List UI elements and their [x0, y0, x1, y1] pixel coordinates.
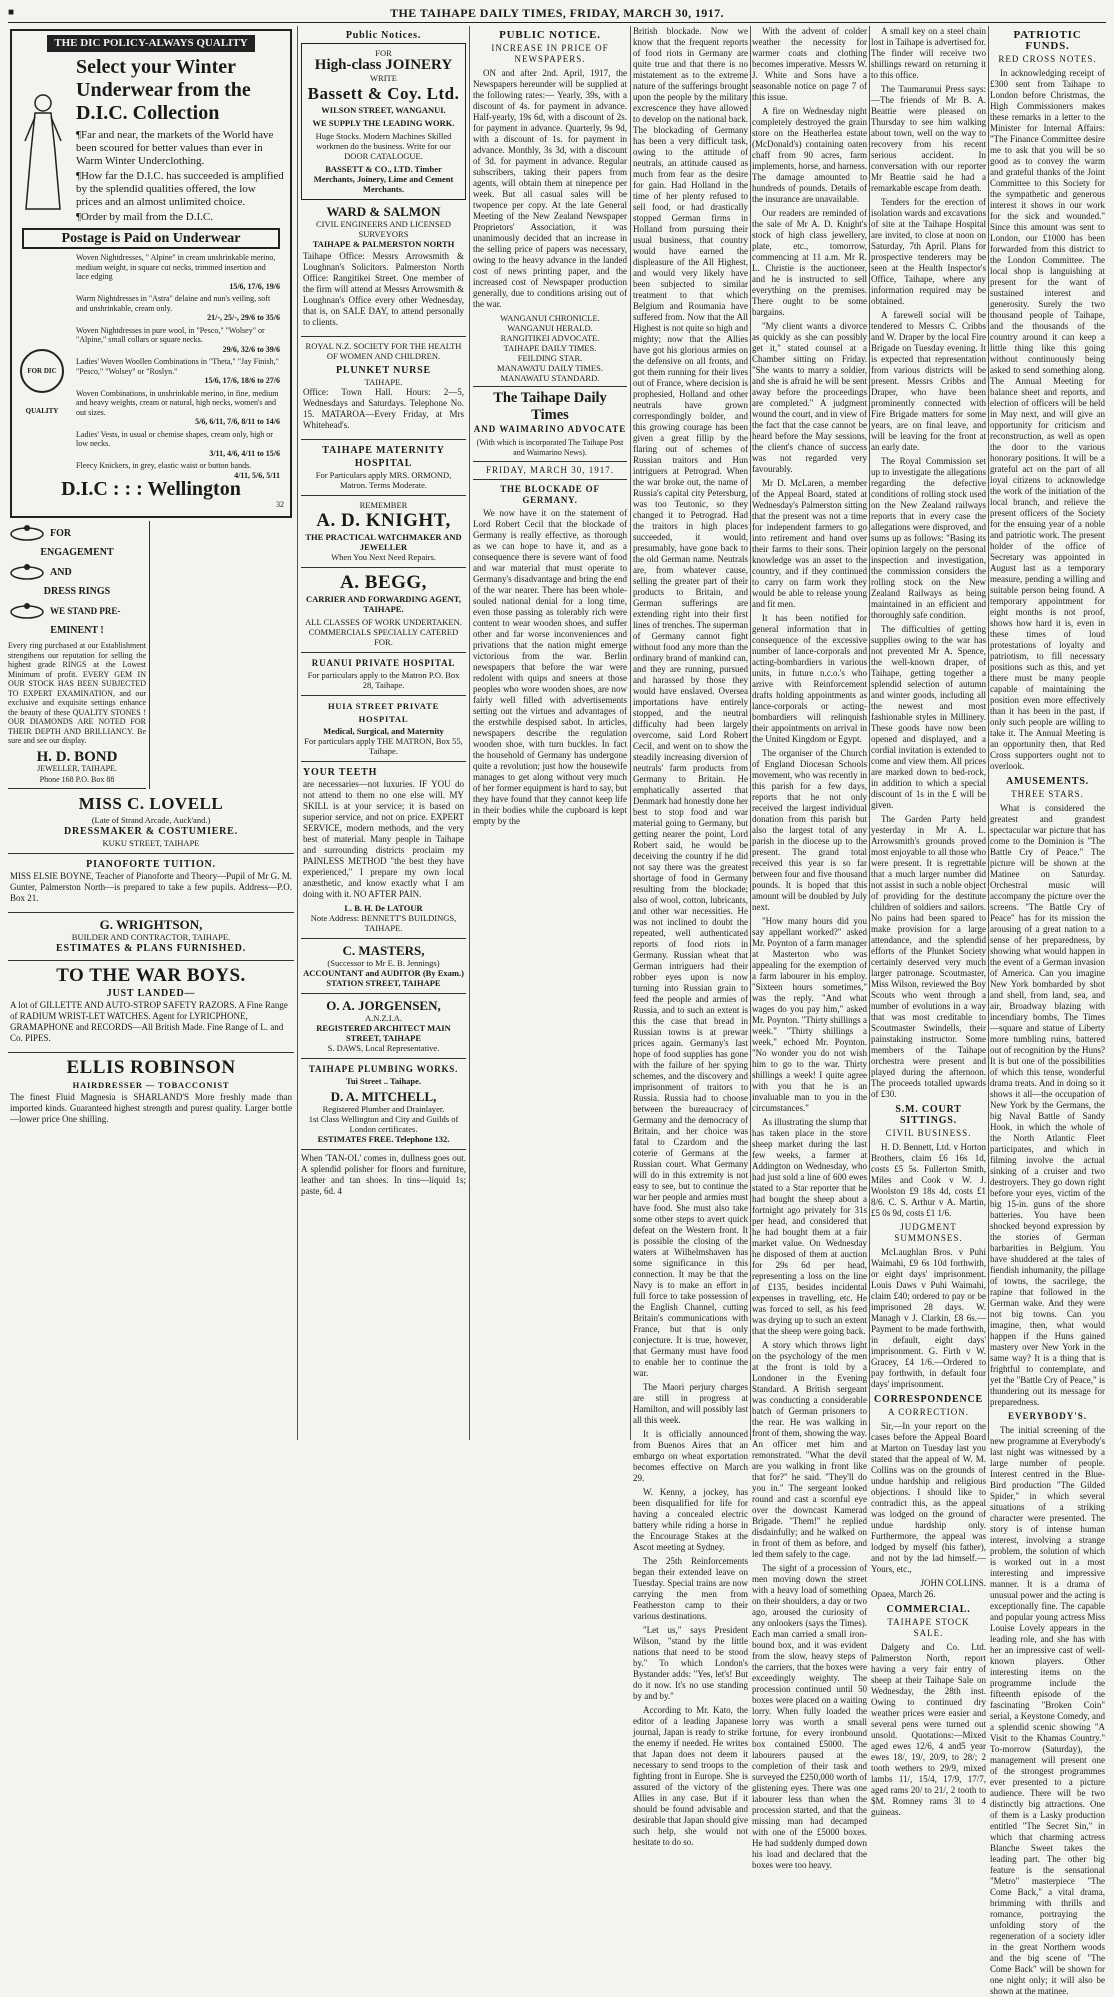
page-mark: ■ — [8, 7, 15, 18]
masters-advertisement: C. MASTERS, (Successor to Mr E. B. Jennings) ACCOUNTANT and AUDITOR (By Exam.) STATION STREET, TAIHAPE — [301, 939, 466, 994]
masthead — [8, 6, 1106, 23]
bond-advertisement: FOR ENGAGEMENT AND DRESS RINGS WE STAND PRE- EMINENT ! Every ring purchased at our Establishment strengthens our reputation for selling the highest grade RINGS at the Lowest Minimum of profit. EVERY GEM IN OUR STOCK HAS BEEN SUBJECTED TO EXPERT EXAMINATION, and our exclusive and exquisite settings enhance the beauty of these QUALITY STONES ! OUR DIAMONDS ARE NOTED FOR THEIR DEPTH AND BRILLIANCY. Be sure and see our display. H. D. BOND JEWELLER, TAIHAPE. Phone 168 P.O. Box 88 — [8, 521, 150, 789]
news-paragraph: Our readers are reminded of the sale of Mr A. D. Knight's stock of high class jewellery, plate, etc., tomorrow, commencing at 11 a.m. Mr R. L. Christie is the auctioneer, and he is instructed to sell everything on the premises. There ought to be some bargains. — [752, 208, 867, 317]
article-paragraph: W. Kenny, a jockey, has been disqualified for life for having a concealed electric battery while riding a horse in the Encourage Stakes at the Ascot meeting at Sydney. — [633, 1487, 748, 1552]
bond-line: ENGAGEMENT — [40, 547, 114, 558]
lovell-advertisement: MISS C. LOVELL (Late of Strand Arcade, Auck'and.) DRESSMAKER & COSTUMIERE. KUKU STREET, TAIHAPE — [8, 789, 294, 854]
patriotic-funds-heading: PATRIOTIC FUNDS. — [1013, 29, 1082, 52]
column-rule — [297, 26, 298, 1440]
column-2 — [301, 26, 466, 1442]
amusements-heading: AMUSEMENTS. — [1006, 776, 1089, 787]
red-cross-subhead: RED CROSS NOTES. — [998, 54, 1097, 64]
dic-advertisement — [10, 29, 292, 518]
court-body: H. D. Bennett, Ltd. v Horton Brothers, claim £6 16s 1d, costs £5 5s. Fullerton Smith, Miles and Cook v W. J. Woolston £9 18s 4d, costs £1 8/6. C. S. Arthur v A. Martin, £5 0s 9d, costs £1 1/6. — [871, 1142, 986, 1218]
everybodys-heading: EVERYBODY'S. — [1008, 1411, 1087, 1421]
news-paragraph: The sight of a procession of men moving down the street with a heavy load of something on their shoulders, a day or two ago, aroused the curiosity of any onlookers (says the Times). Each man carried a small iron-bound box, and it was evident from the slow, heavy steps of the carriers, that the boxes were exceedingly weighty. The procession continued until 50 boxes were placed on a waiting lorry. When fully loaded the lorry was worth a small fortune, for every ironbound box contained £5000. The labourers paused at the completion of their task and surveyed the £250,000 worth of glistening eyes. There was one labourer less than when the procession started, and that the missing man had decamped with one of the £5000 boxes. He had suddenly dumped down his load and declared that the boxes were too heavy. — [752, 1563, 867, 1870]
news-paragraph: The Taumarunui Press says:—The friends of Mr B. A. Beattie were pleased on Thursday to see him walking about town, well on the way to recovery from his recent serious accident. In conversation with our reporter Mr Beattie said he had a remarkable escape from death. — [871, 84, 986, 193]
price-item: Warm Nightdresses in "Astra" delaine and nun's veiling, soft and unshrinkable, cream only. 21/-, 25/-, 29/6 to 35/6 — [76, 294, 280, 322]
everybodys-body: The initial screening of the new programme at Everybody's last night was witnessed by a large number of people. Interest centred in the Blue-Bird production "The Gilded Spider," in which several situations of a striking character were presented. The story is of intense human interest, involving a strange problem, the solution of which is worked out in a most interesting and impressive manner. It is a drama of unusual power and the acting is exceptionally fine. The capable and popular young actress Miss Louise Lovely appears in the leading role, and she has with her an impressive cast of well-known players. Other interesting items on the programme include the fifteenth episode of the fascinating "Broken Coin" serial, a Keystone Comedy, and a splendid scenic showing "A Visit to the Khamas Country." To-morrow (Saturday), the management will present one of the strongest programmes ever presented to a picture audience. There will be two distinctly big attractions. One of them is a Lasky production entitled "The Secret Sin," in which that charming actress Blanche Sweet takes the leading part. The other big feature is the sensational "Metro" masterpiece "The Come Back," a vital drama, brimming with thrills and romance, portraying the unfolding story of the regeneration of a society idler in the great Northern woods and the big scene of "The Come Back" will be shown for one night only; it will also be shown at the matinee. — [990, 1425, 1105, 1996]
price-item: Ladies' Vests, in usual or chemise shapes, cream only, high or low necks. 3/11, 4/6, 4/11 to 15/6 — [76, 429, 280, 458]
column-6 — [871, 26, 986, 1817]
maternity-advertisement: TAIHAPE MATERNITY HOSPITAL For Particulars apply MRS. ORMOND, Matron. Terms Moderate. — [301, 440, 466, 496]
dic-headline: Select your Winter Underwear from the D.I.C. Collection — [76, 56, 251, 124]
news-paragraph: Mr D. McLaren, a member of the Appeal Board, stated at Wednesday's Palmerston sitting that the present was not a time for independent farmers to go into retirement and hand over their farms to their sons. Their knowledge was an asset to the country, and if they continued to carry on farm work they would be able to release young and fit men. — [752, 478, 867, 609]
news-paragraph: "My client wants a divorce as quickly as she can possibly get it," stated counsel at a Chamber sitting on Friday. "She wants to marry a soldier, and she is afraid he will be sent away before the proceedings are completed." A judgment wound the court, and in view of the fact that the case cannot be heard before the May sessions, the client's chance of success was not regarded very favourably. — [752, 321, 867, 474]
judgment-heading: JUDGMENT SUMMONSES. — [894, 1222, 963, 1243]
plumbing-advertisement: TAIHAPE PLUMBING WORKS. Tui Street .. Taihape. D. A. MITCHELL, Registered Plumber and Drainlayer. 1st Class Wellington and City and Guilds of London certificates. ESTIMATES FREE. Telephone 132. — [301, 1059, 466, 1150]
ruanui-advertisement: RUANUI PRIVATE HOSPITAL For particulars apply to the Matron P.O. Box 28, Taihape. — [301, 653, 466, 696]
news-paragraph: Tenders for the erection of isolation wards and excavations of site at the Taihape Hospital are invited, to close at noon on Saturday, 7th April. Plans for prospective tenderers may be seen at the Health Inspector's Office, Taihape, where any information required may be obtained. — [871, 197, 986, 306]
article-paragraph: British blockade. Now we know that the frequent reports of food riots in Germany are quite true and that there is no mistatement as to the extreme nature of the sufferings brought upon the people by the military excrescence they have allowed to develop on the national back. The blockading of Germany has been a very difficult task, owing to the attitude of neutrals, an attitude caused as much from fear as the desire for gain. Had Holland in the time of her plenty refused to sell food, or had drastically stopped German firms in Holland from pursuing their usual business, that country would have earned the displeasure of the All Highest, and would very likely have been subjected to similar treatment to that which Belgium and Roumania have suffered from. Now that the All Highest is not quite so high and mighty; now that the Allies have got his glorious armies on the defensive on all fronts, and got them running for their lives out of France, where decision is prophesied, Holland and other neutrals have grown correspondingly bolder, and this growing courage has been given a great fillip by the flaring out of schemes of Russian traitors and Hun intriguers at Petrograd. When the war broke out, the name of Russia's capital city Petersburg, was too Teutonic, so they changed it to Petrograd. Had the traitors in high places succeeded, it would, presumably, have gone back to the old German name. Neutrals are, from whatever cause, selling the greater part of their products to Britain, and German sufferings are extending right into their first lines of trenches. The superman of Germany cannot fight without food any more than the ordinary brand of mankind can, and they are running, pursued and harassed by those they would have enslaved. Oversea importations have entirely stopped, and the neutral difficulty had been largely overcome, said Lord Robert Cecil, and went on to show the steadily increasing diversion of neutrals' farm products from Germany to Britain. He emphatically asserted that Denmark had honestly done her best to stop food and war material going to Germany, but getting nearer the point, Lord Robert said, he would be deceiving the country if he did not say there was the greatest shortage of food in Germany resulting from the blockade; also of wool, cotton, lubricants, and other war necessities. He was not inclined to doubt the repeated, well authenticated reports of food riots in Germany. Russian wheat that German intriguers had their robber eyes upon is now turning into Russian grain to feed the people and armies of Russia, and to such an extent is this the case that bread in Russian towns is at prewar prices again. Germany's last hope of food supplies has gone with the failure of her spying schemes, and the discovery and imprisonment of traitors to Russia. Russia had to choose between the bureaucracy of Germany and the democracy of Britain, and her choice was fatal to Czardom and the coterie of Germans at the Russian court. What Germany will do in this extremity is not easy to see, but to continue the war her people and armies must have food. She must also take some other steps to avert quick defeat on the Western front. It is possible the closing of the waters at Wilhelmshaven has some significance in this connection. It may be that the Navy is to make an effort in full force to take possession of the English Channel, cutting Britain's communications with France, but that is only conjecture. It is true, however, that Germany must have food to enable her to continue the war. — [633, 26, 748, 1378]
dic-footer: D.I.C : : : Wellington — [61, 478, 241, 500]
begg-advertisement: A. BEGG, CARRIER AND FORWARDING AGENT, TAIHAPE. ALL CLASSES OF WORK UNDERTAKEN. COMMERCIALS SPECIALLY CATERED FOR. — [301, 568, 466, 653]
correspondence-body: Sir,—In your report on the cases before the Appeal Board at Marton on Tuesday last you stated that the appeal of W. M. Collins was on the grounds of undue hardship and religious objections. I should like to contradict this, as the appeal was lodged on the ground of undue hardship only. Furthermore, the appeal was lodged by myself (his father), and not by the lad himself.—Yours, etc., — [871, 1421, 986, 1574]
dic-paragraph: ¶Far and near, the markets of the World have been scoured for better values than ever in Warm Winter Underclothing. — [76, 129, 274, 167]
blockade-heading: THE BLOCKADE OF GERMANY. — [500, 484, 600, 505]
jorgensen-advertisement: O. A. JORGENSEN, A.N.Z.I.A. REGISTERED ARCHITECT MAIN STREET, TAIHAPE S. DAWS, Local Representative. — [301, 994, 466, 1059]
column-rule — [469, 26, 470, 1440]
news-paragraph: A fire on Wednesday night completely destroyed the grain store on the Heatherlea estate (McDonald's) containing oaten chaff from 90 acres, farm implements, horse, and harness. The damage amounted to hundreds of pounds. Details of the insurance are unavailable. — [752, 106, 867, 204]
lady-figure-illustration — [22, 91, 64, 211]
article-paragraph: "Let us," says President Wilson, "stand by the little nations that need to be stood by." To which London's Bystander adds: "Yes, let's! But do it now. It's no use standing by and by." — [633, 1625, 748, 1701]
plunket-advertisement: ROYAL N.Z. SOCIETY FOR THE HEALTH OF WOMEN AND CHILDREN. PLUNKET NURSE TAIHAPE. Office: Town Hall. Hours: 2—5, Wednesdays and Saturdays. Telephone No. 15. MATAROA—Every Friday, at Mrs Whitehead's. — [301, 337, 466, 440]
public-notice-heading: PUBLIC NOTICE. — [499, 29, 601, 41]
public-notices-heading: Public Notices. — [345, 30, 422, 41]
news-paragraph: The Royal Commission set up to investigate the allegations regarding the defective conditions of rolling stock used on the New Zealand railways reports that in every case the allegations were disproved, and sums up as follows: "Basing its opinion largely on the personal inspection and investigation, the commission considers the rolling stock on the New Zealand Railways as being maintained in an efficient and thoroughly safe condition. — [871, 456, 986, 620]
bond-line: EMINENT ! — [50, 625, 104, 636]
news-paragraph: A story which throws light on the psychology of the men at the front is told by a Londoner in the Evening Standard. A British sergeant was conducting a considerable batch of German prisoners to the rear. He was walking in front of them, showing the way. An officer met him and remonstrated. "What the devil are you walking in front like that for?" he said. "They'll do you in." The sergeant looked round and cast a scornful eye over the downcast Kamerad Brigade. "Them!" he replied disdainfully; and he walked on in front of them as before, and led them safely to the cage. — [752, 1340, 867, 1559]
bond-body: Every ring purchased at our Establishment strengthens our reputation for selling the highest grade RINGS at the Lowest Minimum of profit. EVERY GEM IN OUR STOCK HAS BEEN SUBJECTED TO EXPERT EXAMINATION, and our exclusive and exquisite settings enhance the beauty of these QUALITY STONES ! OUR DIAMONDS ARE NOTED FOR THEIR DEPTH AND BRILLIANCY. Be sure and see our display. — [8, 641, 146, 745]
ad-code: 32 — [276, 500, 284, 509]
article-paragraph: The 25th Reinforcements began their extended leave on Tuesday. Special trains are now carrying the men from Featherston camp to their various destinations. — [633, 1556, 748, 1621]
wrightson-advertisement: G. WRIGHTSON, BUILDER AND CONTRACTOR, TAIHAPE. ESTIMATES & PLANS FURNISHED. — [8, 913, 294, 961]
knight-advertisement: REMEMBER A. D. KNIGHT, THE PRACTICAL WATCHMAKER AND JEWELLER When You Next Need Repairs. — [301, 496, 466, 568]
bond-trade: JEWELLER, TAIHAPE. — [37, 763, 117, 773]
correspondence-heading: CORRESPONDENCE — [874, 1394, 983, 1405]
amusements-body: What is considered the greatest and grandest spectacular war picture that has come to the Dominion is "The Battle Cry of Peace." The picture will be shown at the Matinee on Saturday. Orchestral music will accompany the picture over the screens. "The Battle Cry of Peace" has for its mission the arousing of a great nation to a sense of her preparedness, by showing what would happen in the event of a German invasion of America. Can you imagine New York bombarded by shot and shell, from land, sea, and air, Broadway blazing with incendiary bombs, The Times—square and statue of Liberty more tumbling ruins, battered out of recognition by the Huns? It is but one of the possibilities of which this tense, wonderful drama treats. And in doing so it shows it all—the occupation of New York by the Germans, the big Naval Battle of Sandy Hook, in which the whole of the North Atlantic Fleet participates, and which in filming involve the actual sinking of a cruiser and two destroyers. They go down right before your eyes, victim of the big 15-in. guns of the shore batteries. You have been shocked beyond expression by the stories of German barbarities in Belgium. You have shuddered at the tales of fiendish inhumanity, the pillage of towns, the sacrilege, the rapine that followed in the German wake. And they were not big towns. Can you imagine, then, what would happen if the Huns gained mastery over New York in the same way? It is a thing that is frightful to contemplate, and yet the "Battle Cry of Peace," is thundering out its message for preparedness. — [990, 803, 1105, 1407]
bond-line: DRESS RINGS — [43, 586, 111, 597]
three-stars-subhead: THREE STARS. — [1011, 789, 1084, 799]
ring-icon — [8, 524, 46, 542]
war-boys-advertisement: TO THE WAR BOYS. JUST LANDED— A lot of GILLETTE AND AUTO-STROP SAFETY RAZORS. A Fine Range of RADIUM WRIST-LET WATCHES. Agent for LYRICPHONE, GRAMAPHONE and RECORDS—All British Made. Fine Range of L. and Co. PIPES. — [8, 961, 294, 1053]
price-item: Woven Combinations, in unshrinkable merino, in fine, medium and heavy weights, cream or natural, high necks, women's and out sizes. 5/6, 6/11, 7/6, 8/11 to 14/6 — [76, 388, 280, 426]
civil-business-subhead: CIVIL BUSINESS. — [885, 1128, 972, 1138]
news-paragraph: The difficulties of getting supplies owing to the war has not prevented Mr A. Spence, the well-known draper, of Taihape, getting together a splendid selection of autumn and winter goods, including all the newest and most fashionable styles in Millinery. These goods have now been opened and displayed, and a cordial invitation is extended to come and view them. All prices are marked down to bed-rock, in addition to which a special discount of 1s in the £ will be given. — [871, 624, 986, 810]
column-rule — [630, 26, 631, 1440]
stock-sale-subhead: TAIHAPE STOCK SALE. — [887, 1617, 970, 1638]
huia-advertisement: HUIA STREET PRIVATE HOSPITAL Medical, Surgical, and Maternity For particulars apply THE MATRON, Box 55, Taihape. — [301, 696, 466, 762]
price-item: Woven Nightdresses in pure wool, in "Pesco," "Wolsey" or "Alpine," small collars or square necks. 29/6, 32/6 to 39/6 — [76, 325, 280, 354]
news-paragraph: "How many hours did you say appellant worked?" asked Mr. Poynton of a farm manager at Masterton who was appealing for the exemption of a farm labourer in his employ. "Sixteen hours sometimes," was the reply. "And what wages do you pay him," asked Mr. Poynton. "Thirty shillings a week." "Thirty shillings a week," echoed Mr. Poynton. "No wonder you do not wish him to go to the war. Thirty shillings a week! I quite agree with you that he is an invaluable man to you in the circumstances." — [752, 916, 867, 1113]
blockade-body: We now have it on the statement of Lord Robert Cecil that the blockade of Germany is really effective, as thorough as we can hope to have it, and as a consequence there is severe want of food and war material that must operate to Germany's disadvantage and bring the end of the war nearer. There has been whole-souled national denial for a long time, even those passing as tolerably rich were content to wear wooden shoes, and suffer other and far worse inconveniences and privations that the nation might emerge victorious from the war. Berlin newspapers that before the war were redolent with quips and sneers at those peoples who wore wooden shoes, are now fairly well filled with advertisements setting out the virtues and advantages of the erstwhile despised sabot. In articles, newspapers describe the regulation wooden shoe, with turn buckles. In fact the household of Germany has undergone quite a revolution; just how the housewife manages to get along without very much of her former equipment is hard to say, but they have found that they cannot keep life in their bodies while the cupboard is kept empty by the — [473, 508, 627, 826]
dentist-advertisement: YOUR TEETH are necessaries—not luxuries. IF YOU do not attend to them no one else will. MY SKILL is at your service; it is based on superior service, and not on price. EXPERT SERVICE, modern methods, and the very best of material. Many people in Taihape and surrounding districts proclaim my PAINLESS METHOD "the best they have experienced," I prepare my own local anæsthetic, and know exactly what I am doing with it. NO AFTER PAIN. L. B. H. De LATOUR Note Address: BENNETT'S BUILDINGS, TAIHAPE. — [301, 762, 466, 939]
piano-advertisement: PIANOFORTE TUITION. MISS ELSIE BOYNE, Teacher of Pianoforte and Theory—Pupil of Mr G. M. Gunter, Palmerston North—is prepared to take a few pupils. Address—P.O. Box 21. — [8, 854, 294, 913]
column-rule — [988, 26, 989, 1440]
article-paragraph: It is officially announced from Buenos Aires that an embargo on wheat exportation becomes effective on March 29. — [633, 1429, 748, 1483]
dic-paragraph: ¶Order by mail from the D.I.C. — [76, 211, 213, 223]
column-rule — [750, 26, 751, 1440]
public-notice-body: ON and after 2nd. April, 1917, the Newspapers hereunder will be supplied at the following rates:— Yearly, 39s, with a discount of 4s. for payment in advance. Half-yearly, 19s 6d, with a discount of 2s. for payment in advance. Quarterly, 9s 9d, with a discount of 1s. for payment in advance. Monthly, 3s 3d, with a discount of 3d. for payment in advance. Regular subscribers, taking their papers from agents, will obtain them at ninepence per week. But all casual sales will be twopence per copy. At the late General Meeting of the New Zealand Newspaper Proprietors' Association, it was unanimously decided that an increase in the selling price of papers was necessary, owing to the heavy advance in the landed cost of news printing paper, and the increased cost of Newspaper production generally, due to conditions arising out of the war. — [473, 68, 627, 309]
correspondence-date: Opaea, March 26. — [871, 1589, 936, 1599]
news-paragraph: A small key on a steel chain lost in Taihape is advertised for. The finder will receive two shillings reward on returning it to this office. — [871, 26, 986, 80]
bond-phone: Phone 168 P.O. Box 88 — [8, 774, 146, 789]
news-paragraph: The organiser of the Church of England Diocesan Schools movement, who was recently in this parish for a few days, reports that he not only received the largest individual donation from this parish but also the largest total of any parish in the diocese up to the present. The grand total received this year is so far between four and five thousand pounds. It is hoped that this amount will be doubled by July next. — [752, 748, 867, 912]
column-3 — [473, 26, 627, 1442]
article-paragraph: According to Mr. Kato, the editor of a leading Japanese journal, Japan is ready to strike the enemy if needed. He writes that Japan does not deem it necessary to send troops to the fighting front in Europe. She is assured of the victory of the Allies in any case. But if it should be found advisable and desirable that Japan should give such help, she would not hesitate to do so. — [633, 1705, 748, 1847]
price-item: Woven Nightdresses, " Alpine" in cream unshrinkable merino, medium weight, in square cut necks, trimmed insertion and lace edging 15/6, 17/6, 19/6 — [76, 253, 280, 291]
patriotic-funds-body: In acknowledging receipt of £300 sent from Taihape to London before Christmas, the High Commissioners makes these remarks in a letter to the Minister for Internal Affairs: "The Finance Committee desire me to ask that you will be so good as to convey the warm and grateful thanks of the Joint Committee to this Society for the sympathetic and generous interest it shows in our work for the sick and wounded." Since this amount was sent to London, our £1000 has been forwarded from this district to the London Committee. The local shop is languishing at present for the want of sustained interest and generosity. Surely the two thousand people of Taihape, and the thousands of the country around it can keep a little thing like this going without continuously being asked to send something along. The Annual Meeting for balance sheet and reports, and election of officers will be held in May next, and will give an opportunity for criticism and reconstruction, as well as open the door to the various honorary positions. It will be a grateful act on the part of all loyal citizens to acknowledge the work of the initiation of the local branch, and relieve the present officers of the Society for the ensuing year of a noble and patriotic work. The present holder of the office of Secretary was appointed in August last as a temporary measure, pending a willing and suitable person being found. A temporary appointment for eight months is not proof, shows how hard it is, even in these times of loud protestations of loyalty and patriotism, to fill necessary positions such as this, and yet there must be many people capable of maintaining the position even more effectively than it has been in the past, if only such people are willing to take it. The Annual Meeting is an opportunity then, that Red Cross supporters ought not to overlook. — [990, 68, 1105, 771]
ellis-advertisement: ELLIS ROBINSON HAIRDRESSER — TOBACCONIST The finest Fluid Magnesia is SHARLAND'S More freshly made than imported kinds. Guaranteed highest strength and purest quality. Larger bottle—lower price One shilling. — [10, 1056, 292, 1124]
court-heading: S.M. COURT SITTINGS. — [895, 1104, 962, 1126]
column-4 — [633, 26, 748, 1847]
column-5-visible — [752, 26, 867, 1870]
public-notice-subhead: INCREASE IN PRICE OF NEWSPAPERS. — [491, 43, 609, 64]
correspondence-signature: JOHN COLLINS. — [920, 1578, 986, 1588]
news-paragraph: With the advent of colder weather the necessity for warmer coats and clothing becomes imperative. Messrs W. J. White and Sons have a seasonable notice on page 7 of this issue. — [752, 26, 867, 102]
newspaper-list: WANGANUI CHRONICLE. WANGANUI HERALD. RANGITIKEI ADVOCATE. TAIHAPE DAILY TIMES. FEILDING STAR. MANAWATU DAILY TIMES. MANAWATU STANDARD. — [497, 313, 603, 383]
correction-subhead: A CORRECTION. — [887, 1407, 969, 1417]
tanol-notice: When 'TAN-OL' comes in, dullness goes out. A splendid polisher for floors and furniture, leather and tan shoes. In tins—liquid 1s; paste, 6d. 4 — [301, 1153, 466, 1196]
col1-right-strip — [154, 521, 294, 789]
column-7 — [990, 26, 1105, 1996]
news-paragraph: As illustrating the slump that has taken place in the store sheep market during the last few weeks, a farmer at Addington on Wednesday, who had just sold a line of 600 ewes stated to a Star reporter that he had bought the sheep about a fortnight ago privately for 31s per head, and considered that he had bought them at a fair market value. On Wednesday he disposed of them at auction for 29s 6d per head, representing a loss on the line of £135, besides incidental expenses in travelling, etc. He was forced to sell, as his feed was drying up to such an extent that the sheep were going back. — [752, 1117, 867, 1336]
dic-logo: THE DIC POLICY-ALWAYS QUALITY — [47, 35, 254, 52]
ring-icon — [8, 563, 46, 581]
news-paragraph: It has been notified for general information that in consequence of the excessive number of lance-corporals and acting-bombardiers in various units, in future n.c.o.'s who arrive with Reinforcement drafts holding appointments as lance-corporals or acting-bombardiers will relinquish their appointments on arrival in the United Kingdom or Egypt. — [752, 613, 867, 744]
news-paragraph: A farewell social will be tendered to Messrs C. Cribbs and W. Draper by the local Fire Brigade on Tuesday evening. It is expected that representation from various districts will be present. Messrs Cribbs and Draper, who have been prominently connected with Fire Brigade matters for some years, are on final leave, and will be leaving for the front at an early date. — [871, 310, 986, 452]
bond-name: H. D. BOND — [36, 748, 118, 765]
judgment-body: McLaughlan Bros. v Puhi Waimahi, £9 6s 10d forthwith, or eight days' imprisonment. Louis Daws v Puhi Waimahi, claim £40; ordered to pay or be imprisoned 28 days. W. Managh v J. Clarkin, £8 6s.—Payment to be made forthwith, in default, eight days' imprisonment. G. Firth v W. Gracey, £4 1/6.—Ordered to pay forthwith, in default four days' imprisonment. — [871, 1247, 986, 1389]
paper-nameplate: The Taihape Daily Times — [493, 390, 607, 423]
paper-date: FRIDAY, MARCH 30, 1917. — [485, 465, 615, 475]
ward-salmon-advertisement: WARD & SALMON CIVIL ENGINEERS AND LICENSED SURVEYORS TAIHAPE & PALMERSTON NORTH Taihape Office: Messrs Arrowsmith & Loughnan's Solicitors. Palmerston North Office: Rangitikei Street. One member of the firm will attend at Messrs Arrowsmith & Loughnan's Office every other Wednesday, that is, on SALE DAY, to attend personally to clients. — [301, 200, 466, 337]
dic-quality-seal: FOR DIC QUALITY — [20, 349, 64, 393]
postage-banner: Postage is Paid on Underwear — [22, 228, 280, 249]
article-paragraph: The Maori perjury charges are still in progress at Hamilton, and will possibly last all this week. — [633, 1382, 748, 1425]
news-paragraph: The Garden Party held yesterday in Mr A. L. Arrowsmith's grounds proved most enjoyable to all those who were present. It is regrettable that a much larger number did not assist in such a noble object of providing for the destitute children of soldiers and sailors. No pains had been spared to make provision for a large attendance, and the splendid efforts of the Plunket Society certainly deserved very much larger patronage. Scoutmaster, Miss Wilson, reviewed the Boy Scouts who went through a number of evolutions in a way that was most creditable to Scoutmaster Swindells, their painstaking instructor. Some members of the Taihape orchestra were present and played during the afternoon. The proceeds totalled upwards of £30. — [871, 814, 986, 1099]
dic-paragraph: ¶How far the D.I.C. has succeeded is amplified by the splendid qualities offered, the low prices and an almost unlimited choice. — [76, 170, 284, 208]
paper-note: (With which is incorporated The Taihape Post and Waimarino News). — [476, 438, 624, 457]
ring-icon — [8, 602, 46, 620]
price-item: Ladies' Woven Woollen Combinations in "Theta," "Jay Finish," "Pesco," "Wolsey" or "Roslyn." 15/6, 17/6, 18/6 to 27/6 — [76, 357, 280, 385]
commercial-heading: COMMERCIAL. — [886, 1604, 971, 1615]
paper-subtitle: AND WAIMARINO ADVOCATE — [473, 424, 627, 434]
commercial-body: Dalgety and Co. Ltd. Palmerston North, report having a very fair entry of sheep at their Taihape Sale on Wednesday, the 28th inst. Owing to continued dry weather prices were easier and several pens were turned out unsold. Quotations:—Mixed aged ewes 12/6, 4 and5 year ewes 18/, 19/, 20/9, to 28/; 2 tooth wethers to 29/9, mixed lambs 11/, 15/4, 17/9, 17/7, aged rams 20/ to 21/, 2 tooth to $M. Romney rams 3l to 4 guineas. — [871, 1642, 986, 1817]
column-rule — [869, 26, 870, 1440]
joinery-advertisement: FOR High-class JOINERY WRITE Bassett & Coy. Ltd. WILSON STREET, WANGANUI. WE SUPPLY THE LEADING WORK. Huge Stocks. Modern Machines Skilled workmen do the business. Write for our DOOR CATALOGUE. BASSETT & CO., LTD. Timber Merchants, Joinery, Lime and Cement Merchants. — [301, 43, 466, 200]
price-item: Fleecy Knickers, in grey, elastic waist or button bands. 4/11, 5/6, 5/11 — [76, 461, 280, 480]
newspaper-title: THE TAIHAPE DAILY TIMES, FRIDAY, MARCH 30, 1917. — [390, 6, 724, 20]
column-1 — [8, 26, 294, 1442]
